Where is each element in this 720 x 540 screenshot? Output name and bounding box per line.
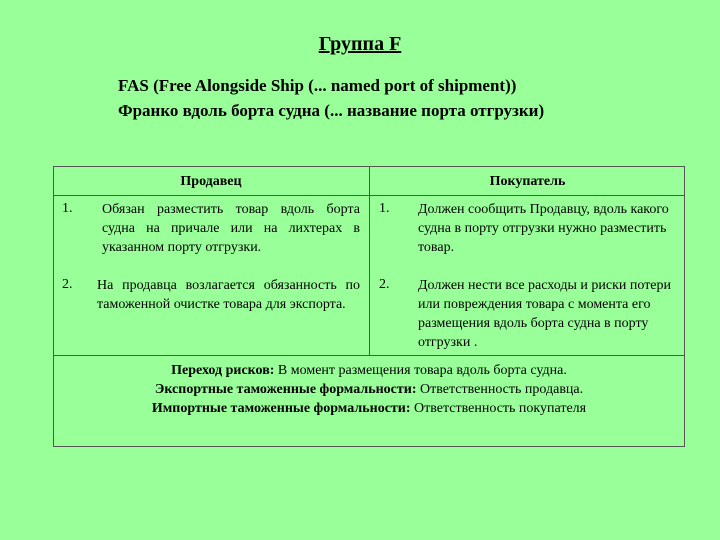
export-formalities-line: [53, 380, 685, 399]
subtitle-russian: Франко вдоль борта судна (... название порта отгрузки): [118, 101, 545, 120]
seller-row-1-number: 1.: [62, 201, 73, 216]
subtitle-english: FAS (Free Alongside Ship (... named port of shipment)): [118, 76, 517, 95]
seller-row-2-text: На продавца возлагается обязанность по таможенной очистке товара для экспорта.: [97, 278, 360, 312]
risk-transfer-line: [53, 361, 685, 380]
buyer-row-1-number: 1.: [379, 201, 390, 216]
summary-block: [53, 361, 685, 418]
page-title: Группа F: [318, 33, 402, 55]
risk-transfer-label: Переход рисков:: [171, 363, 275, 378]
buyer-row-2-number: 2.: [379, 277, 390, 292]
risk-transfer-text: В момент размещения товара вдоль борта судна.: [274, 363, 567, 378]
seller-row-2-number: 2.: [62, 277, 73, 292]
import-formalities-text: Ответственность покупателя: [410, 401, 587, 416]
buyer-header: Покупатель: [489, 174, 566, 189]
buyer-row-2-text: Должен нести все расходы и риски потери или повреждения товара с момента его размещения вдоль борта судна в порту отгрузки .: [418, 278, 672, 350]
import-formalities-label: Импортные таможенные формальности:: [151, 401, 411, 416]
import-formalities-line: [53, 399, 685, 418]
export-formalities-text: Ответственность продавца.: [416, 382, 584, 397]
seller-header: Продавец: [180, 174, 242, 189]
summary-divider: [53, 355, 685, 356]
buyer-row-1-text: Должен сообщить Продавцу, вдоль какого судна в порту отгрузки нужно разместить товар.: [418, 202, 669, 255]
header-divider: [53, 195, 685, 196]
export-formalities-label: Экспортные таможенные формальности:: [154, 382, 417, 397]
seller-row-1-text: Обязан разместить товар вдоль борта судна на причале или на лихтерах в указанном порту отгрузки.: [102, 202, 360, 255]
